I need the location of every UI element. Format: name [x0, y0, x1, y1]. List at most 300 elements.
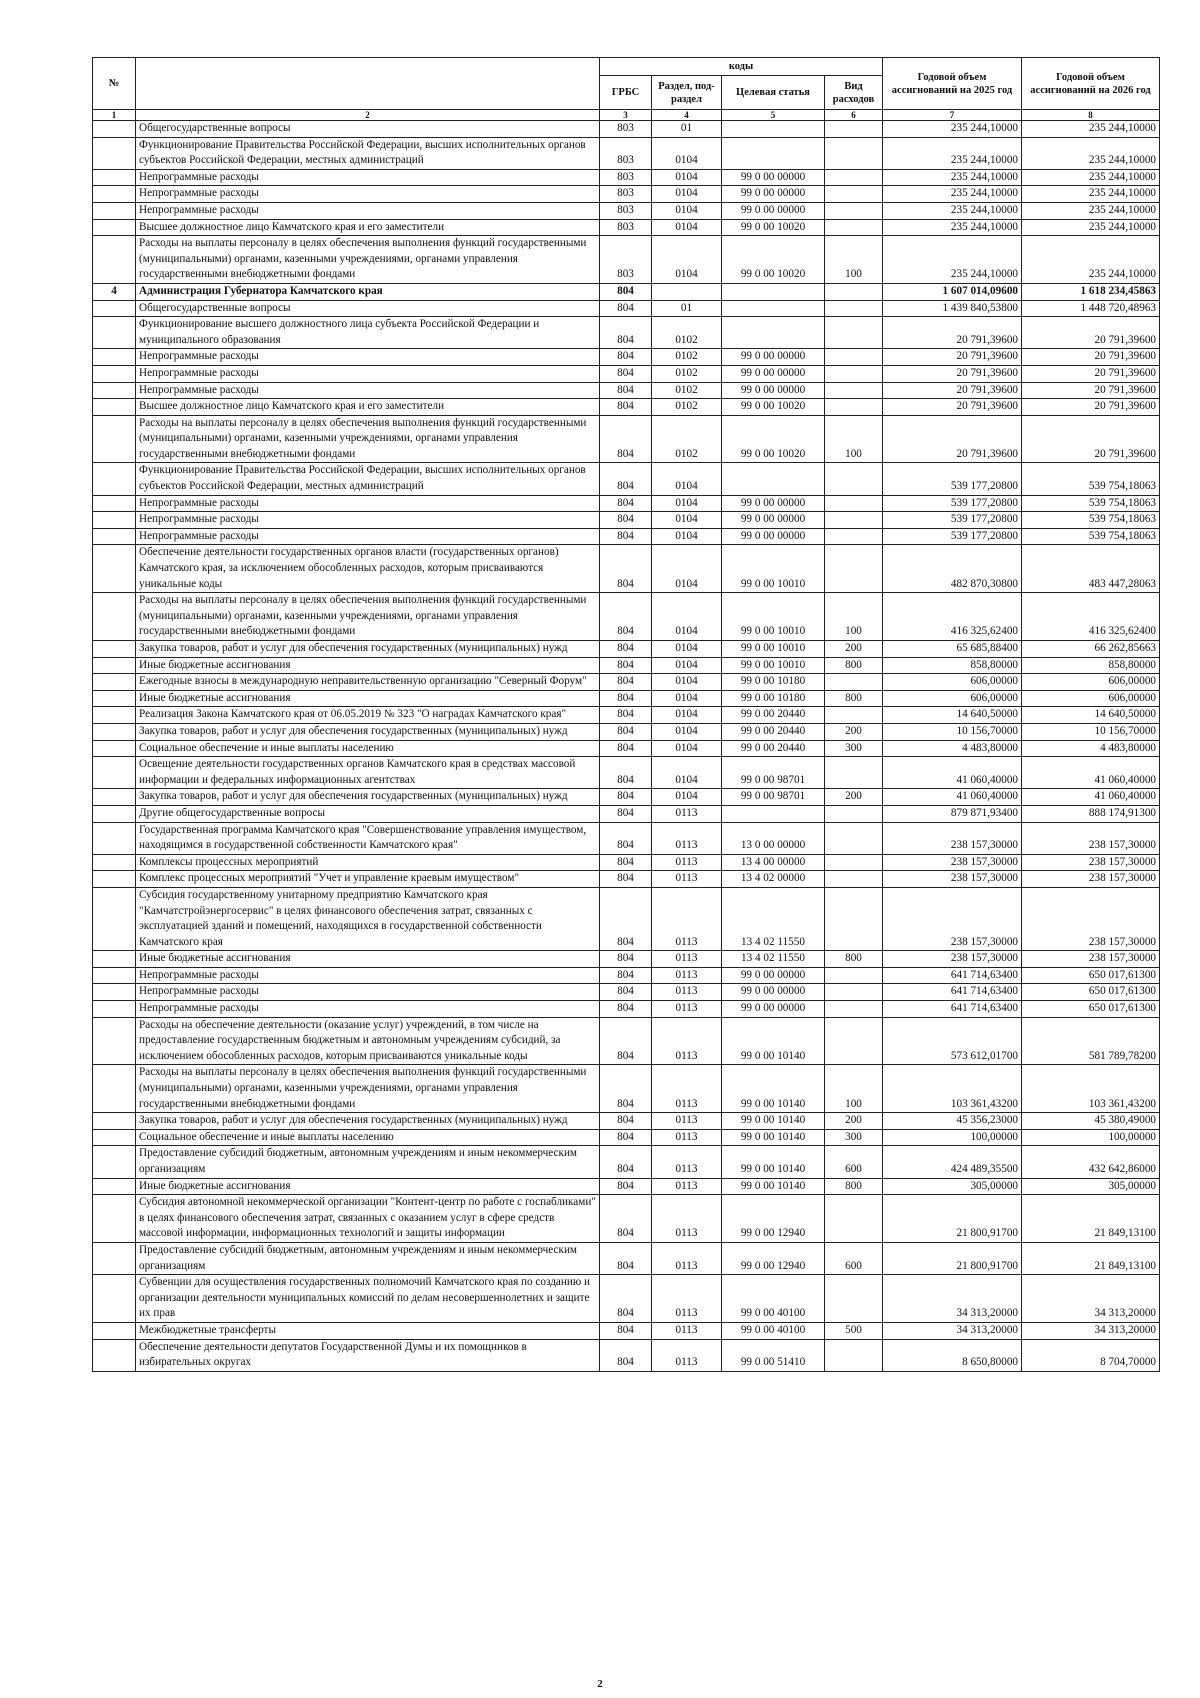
cell-grbs: 804	[600, 740, 652, 757]
cell-vid: 200	[825, 641, 883, 658]
cell-razdel: 0104	[652, 169, 722, 186]
cell-target	[722, 283, 825, 300]
cell-vid	[825, 984, 883, 1001]
cell-v2025: 641 714,63400	[883, 1001, 1022, 1018]
cell-v2026: 606,00000	[1022, 674, 1160, 691]
cell-target: 99 0 00 00000	[722, 495, 825, 512]
cell-name: Комплекс процессных мероприятий "Учет и управление краевым имуществом"	[136, 871, 600, 888]
cell-num	[93, 674, 136, 691]
cell-razdel: 0113	[652, 822, 722, 854]
cell-vid	[825, 887, 883, 950]
cell-vid	[825, 463, 883, 495]
cell-num	[93, 495, 136, 512]
table-row	[93, 887, 1160, 950]
cell-vid: 200	[825, 789, 883, 806]
cell-v2026: 539 754,18063	[1022, 512, 1160, 529]
cell-razdel: 0113	[652, 1113, 722, 1130]
cell-grbs: 804	[600, 1322, 652, 1339]
table-row	[93, 137, 1160, 169]
cell-v2026: 20 791,39600	[1022, 365, 1160, 382]
cell-v2025: 235 244,10000	[883, 219, 1022, 236]
cell-razdel: 0104	[652, 545, 722, 593]
cell-target: 13 4 02 11550	[722, 951, 825, 968]
col-number: 1	[93, 110, 136, 121]
cell-vid	[825, 137, 883, 169]
cell-grbs: 804	[600, 317, 652, 349]
cell-target: 99 0 00 40100	[722, 1275, 825, 1323]
cell-num	[93, 805, 136, 822]
cell-target: 13 4 02 11550	[722, 887, 825, 950]
table-row	[93, 1275, 1160, 1323]
cell-target: 99 0 00 10180	[722, 690, 825, 707]
cell-v2025: 235 244,10000	[883, 202, 1022, 219]
cell-v2025: 235 244,10000	[883, 236, 1022, 284]
cell-v2025: 21 800,91700	[883, 1195, 1022, 1243]
cell-grbs: 804	[600, 300, 652, 317]
cell-name: Иные бюджетные ассигнования	[136, 690, 600, 707]
cell-v2026: 8 704,70000	[1022, 1339, 1160, 1371]
cell-name: Непрограммные расходы	[136, 382, 600, 399]
cell-target	[722, 805, 825, 822]
cell-name: Общегосударственные вопросы	[136, 121, 600, 138]
cell-v2025: 1 439 840,53800	[883, 300, 1022, 317]
cell-name: Расходы на выплаты персоналу в целях обеспечения выполнения функций государственными (муниципальными) органами, казенными учреждениями, органами управления государственными внебюджетными фондами	[136, 1065, 600, 1113]
cell-grbs: 804	[600, 593, 652, 641]
table-row	[93, 512, 1160, 529]
cell-v2025: 10 156,70000	[883, 723, 1022, 740]
cell-grbs: 804	[600, 822, 652, 854]
cell-grbs: 804	[600, 1275, 652, 1323]
cell-v2026: 41 060,40000	[1022, 789, 1160, 806]
cell-num	[93, 186, 136, 203]
cell-grbs: 804	[600, 1195, 652, 1243]
cell-target: 99 0 00 10020	[722, 219, 825, 236]
cell-target: 99 0 00 20440	[722, 707, 825, 724]
cell-target	[722, 300, 825, 317]
cell-name: Закупка товаров, работ и услуг для обеспечения государственных (муниципальных) нужд	[136, 641, 600, 658]
cell-v2025: 34 313,20000	[883, 1322, 1022, 1339]
cell-name: Непрограммные расходы	[136, 984, 600, 1001]
cell-num	[93, 789, 136, 806]
cell-vid: 500	[825, 1322, 883, 1339]
cell-razdel: 0102	[652, 382, 722, 399]
cell-vid	[825, 382, 883, 399]
table-row	[93, 822, 1160, 854]
table-row	[93, 951, 1160, 968]
cell-vid	[825, 121, 883, 138]
cell-name: Социальное обеспечение и иные выплаты населению	[136, 1129, 600, 1146]
cell-v2026: 235 244,10000	[1022, 219, 1160, 236]
cell-vid	[825, 1017, 883, 1065]
header-grbs: ГРБС	[600, 76, 652, 110]
cell-grbs: 804	[600, 871, 652, 888]
cell-num	[93, 317, 136, 349]
cell-target: 99 0 00 20440	[722, 740, 825, 757]
cell-name: Непрограммные расходы	[136, 1001, 600, 1018]
cell-razdel: 0113	[652, 805, 722, 822]
table-row	[93, 984, 1160, 1001]
cell-razdel: 0113	[652, 1146, 722, 1178]
cell-grbs: 804	[600, 283, 652, 300]
cell-vid: 800	[825, 1178, 883, 1195]
cell-name: Обеспечение деятельности депутатов Государственной Думы и их помощников в избирательных округах	[136, 1339, 600, 1371]
cell-razdel: 0102	[652, 365, 722, 382]
cell-razdel: 0113	[652, 1275, 722, 1323]
cell-v2025: 482 870,30800	[883, 545, 1022, 593]
cell-v2026: 20 791,39600	[1022, 317, 1160, 349]
cell-v2025: 238 157,30000	[883, 854, 1022, 871]
cell-target: 99 0 00 00000	[722, 186, 825, 203]
cell-v2025: 573 612,01700	[883, 1017, 1022, 1065]
table-row	[93, 723, 1160, 740]
cell-v2025: 238 157,30000	[883, 871, 1022, 888]
cell-grbs: 804	[600, 1017, 652, 1065]
cell-num	[93, 300, 136, 317]
cell-target: 99 0 00 10010	[722, 545, 825, 593]
cell-name: Непрограммные расходы	[136, 495, 600, 512]
cell-v2026: 416 325,62400	[1022, 593, 1160, 641]
cell-name: Предоставление субсидий бюджетным, автономным учреждениям и иным некоммерческим организациям	[136, 1146, 600, 1178]
cell-name: Расходы на выплаты персоналу в целях обеспечения выполнения функций государственными (муниципальными) органами, казенными учреждениями, органами управления государственными внебюджетными фондами	[136, 415, 600, 463]
cell-v2026: 20 791,39600	[1022, 399, 1160, 416]
cell-razdel: 0113	[652, 887, 722, 950]
cell-grbs: 804	[600, 399, 652, 416]
cell-vid: 800	[825, 951, 883, 968]
cell-vid	[825, 1195, 883, 1243]
cell-razdel: 0104	[652, 236, 722, 284]
cell-name: Комплексы процессных мероприятий	[136, 854, 600, 871]
cell-razdel: 0102	[652, 415, 722, 463]
cell-num	[93, 723, 136, 740]
col-number: 3	[600, 110, 652, 121]
cell-razdel: 0113	[652, 967, 722, 984]
cell-v2026: 235 244,10000	[1022, 202, 1160, 219]
cell-vid: 100	[825, 1065, 883, 1113]
cell-target: 99 0 00 98701	[722, 789, 825, 806]
cell-num	[93, 545, 136, 593]
cell-name: Субсидия автономной некоммерческой организации "Контент-центр по работе с госпабликами" в целях финансового обеспечения затрат, связанных с оказанием услуг в сфере средств массовой информации, информационных технологий и защиты информации	[136, 1195, 600, 1243]
cell-v2025: 100,00000	[883, 1129, 1022, 1146]
cell-name: Предоставление субсидий бюджетным, автономным учреждениям и иным некоммерческим организациям	[136, 1242, 600, 1274]
cell-v2025: 8 650,80000	[883, 1339, 1022, 1371]
cell-grbs: 804	[600, 382, 652, 399]
cell-v2026: 21 849,13100	[1022, 1195, 1160, 1243]
cell-name: Непрограммные расходы	[136, 349, 600, 366]
cell-vid	[825, 399, 883, 416]
cell-razdel: 0113	[652, 1195, 722, 1243]
table-body	[93, 121, 1160, 1372]
cell-razdel: 0113	[652, 951, 722, 968]
cell-num	[93, 399, 136, 416]
cell-grbs: 803	[600, 236, 652, 284]
header-vol2025: Годовой объем ассигнований на 2025 год	[883, 58, 1022, 110]
table-row	[93, 382, 1160, 399]
table-row	[93, 317, 1160, 349]
cell-num	[93, 641, 136, 658]
cell-v2026: 66 262,85663	[1022, 641, 1160, 658]
cell-target: 99 0 00 00000	[722, 528, 825, 545]
cell-v2026: 650 017,61300	[1022, 967, 1160, 984]
cell-num	[93, 1242, 136, 1274]
cell-razdel: 0104	[652, 512, 722, 529]
cell-target: 99 0 00 00000	[722, 382, 825, 399]
table-row	[93, 657, 1160, 674]
cell-v2025: 103 361,43200	[883, 1065, 1022, 1113]
cell-name: Общегосударственные вопросы	[136, 300, 600, 317]
column-number-row	[93, 110, 1160, 121]
cell-razdel: 0104	[652, 495, 722, 512]
cell-grbs: 804	[600, 757, 652, 789]
cell-razdel: 0102	[652, 349, 722, 366]
cell-razdel: 0113	[652, 1001, 722, 1018]
cell-name: Иные бюджетные ассигнования	[136, 951, 600, 968]
cell-target: 99 0 00 10140	[722, 1146, 825, 1178]
cell-name: Функционирование Правительства Российской Федерации, высших исполнительных органов субъектов Российской Федерации, местных администраций	[136, 137, 600, 169]
cell-name: Иные бюджетные ассигнования	[136, 657, 600, 674]
cell-v2026: 539 754,18063	[1022, 463, 1160, 495]
cell-name: Закупка товаров, работ и услуг для обеспечения государственных (муниципальных) нужд	[136, 789, 600, 806]
cell-razdel: 0104	[652, 202, 722, 219]
cell-vid: 100	[825, 593, 883, 641]
table-row	[93, 871, 1160, 888]
cell-v2025: 41 060,40000	[883, 757, 1022, 789]
cell-vid	[825, 528, 883, 545]
cell-v2026: 483 447,28063	[1022, 545, 1160, 593]
header-razdel: Раздел, под-раздел	[652, 76, 722, 110]
cell-v2025: 606,00000	[883, 674, 1022, 691]
cell-razdel: 0113	[652, 1065, 722, 1113]
cell-razdel: 0104	[652, 137, 722, 169]
cell-v2025: 539 177,20800	[883, 463, 1022, 495]
table-row	[93, 789, 1160, 806]
cell-v2026: 650 017,61300	[1022, 1001, 1160, 1018]
table-row	[93, 121, 1160, 138]
cell-target: 99 0 00 10140	[722, 1129, 825, 1146]
cell-v2025: 539 177,20800	[883, 528, 1022, 545]
table-row	[93, 463, 1160, 495]
cell-target: 99 0 00 51410	[722, 1339, 825, 1371]
cell-v2026: 14 640,50000	[1022, 707, 1160, 724]
cell-num	[93, 169, 136, 186]
col-number: 5	[722, 110, 825, 121]
cell-v2025: 539 177,20800	[883, 512, 1022, 529]
cell-v2025: 879 871,93400	[883, 805, 1022, 822]
cell-v2026: 235 244,10000	[1022, 186, 1160, 203]
cell-v2025: 20 791,39600	[883, 382, 1022, 399]
cell-v2026: 238 157,30000	[1022, 951, 1160, 968]
cell-razdel	[652, 283, 722, 300]
cell-name: Непрограммные расходы	[136, 365, 600, 382]
table-row	[93, 757, 1160, 789]
cell-razdel: 0113	[652, 871, 722, 888]
table-row	[93, 1339, 1160, 1371]
cell-num	[93, 121, 136, 138]
cell-v2026: 305,00000	[1022, 1178, 1160, 1195]
cell-v2025: 235 244,10000	[883, 121, 1022, 138]
cell-v2026: 235 244,10000	[1022, 169, 1160, 186]
cell-v2025: 416 325,62400	[883, 593, 1022, 641]
cell-num	[93, 1113, 136, 1130]
cell-name: Межбюджетные трансферты	[136, 1322, 600, 1339]
cell-grbs: 804	[600, 528, 652, 545]
cell-razdel: 0113	[652, 1242, 722, 1274]
cell-target: 99 0 00 10140	[722, 1065, 825, 1113]
cell-grbs: 804	[600, 1242, 652, 1274]
table-row	[93, 805, 1160, 822]
cell-num	[93, 1178, 136, 1195]
cell-grbs: 804	[600, 1339, 652, 1371]
cell-target: 99 0 00 10020	[722, 415, 825, 463]
cell-name: Функционирование Правительства Российской Федерации, высших исполнительных органов субъектов Российской Федерации, местных администраций	[136, 463, 600, 495]
cell-target: 99 0 00 00000	[722, 1001, 825, 1018]
cell-target	[722, 317, 825, 349]
table-row	[93, 545, 1160, 593]
cell-target: 99 0 00 10020	[722, 236, 825, 284]
header-target: Целевая статья	[722, 76, 825, 110]
cell-vid: 300	[825, 740, 883, 757]
cell-num	[93, 512, 136, 529]
cell-vid: 100	[825, 236, 883, 284]
cell-num	[93, 219, 136, 236]
cell-razdel: 0104	[652, 757, 722, 789]
cell-grbs: 804	[600, 657, 652, 674]
cell-name: Закупка товаров, работ и услуг для обеспечения государственных (муниципальных) нужд	[136, 723, 600, 740]
cell-vid	[825, 495, 883, 512]
cell-target: 99 0 00 40100	[722, 1322, 825, 1339]
cell-num	[93, 871, 136, 888]
cell-target: 99 0 00 10020	[722, 399, 825, 416]
table-row	[93, 967, 1160, 984]
cell-num	[93, 657, 136, 674]
cell-v2025: 858,80000	[883, 657, 1022, 674]
cell-vid	[825, 512, 883, 529]
table-row	[93, 202, 1160, 219]
table-row	[93, 707, 1160, 724]
cell-num	[93, 349, 136, 366]
cell-num	[93, 528, 136, 545]
cell-name: Высшее должностное лицо Камчатского края и его заместители	[136, 219, 600, 236]
cell-num	[93, 887, 136, 950]
table-row	[93, 1001, 1160, 1018]
cell-name: Социальное обеспечение и иные выплаты населению	[136, 740, 600, 757]
cell-grbs: 804	[600, 1146, 652, 1178]
cell-name: Непрограммные расходы	[136, 186, 600, 203]
cell-num	[93, 137, 136, 169]
cell-target: 99 0 00 10010	[722, 657, 825, 674]
cell-v2026: 21 849,13100	[1022, 1242, 1160, 1274]
table-row	[93, 349, 1160, 366]
cell-target: 99 0 00 20440	[722, 723, 825, 740]
cell-grbs: 803	[600, 169, 652, 186]
cell-name: Закупка товаров, работ и услуг для обеспечения государственных (муниципальных) нужд	[136, 1113, 600, 1130]
cell-target: 13 4 00 00000	[722, 854, 825, 871]
cell-target: 99 0 00 00000	[722, 967, 825, 984]
cell-v2026: 432 642,86000	[1022, 1146, 1160, 1178]
cell-razdel: 0113	[652, 1129, 722, 1146]
cell-grbs: 804	[600, 967, 652, 984]
cell-grbs: 803	[600, 137, 652, 169]
cell-num	[93, 854, 136, 871]
header-name	[136, 58, 600, 110]
cell-num	[93, 1065, 136, 1113]
cell-num	[93, 365, 136, 382]
cell-target: 99 0 00 10010	[722, 593, 825, 641]
cell-v2026: 539 754,18063	[1022, 495, 1160, 512]
cell-num	[93, 1195, 136, 1243]
cell-target: 99 0 00 10010	[722, 641, 825, 658]
cell-v2026: 41 060,40000	[1022, 757, 1160, 789]
cell-grbs: 804	[600, 690, 652, 707]
cell-num	[93, 822, 136, 854]
table-row	[93, 1146, 1160, 1178]
cell-name: Государственная программа Камчатского края "Совершенствование управления имуществом, находящимся в государственной собственности Камчатского края"	[136, 822, 600, 854]
col-number: 2	[136, 110, 600, 121]
cell-v2026: 103 361,43200	[1022, 1065, 1160, 1113]
cell-name: Непрограммные расходы	[136, 202, 600, 219]
cell-target: 99 0 00 10140	[722, 1178, 825, 1195]
cell-vid	[825, 202, 883, 219]
cell-grbs: 804	[600, 789, 652, 806]
cell-v2026: 606,00000	[1022, 690, 1160, 707]
cell-name: Ежегодные взносы в международную неправительственную организацию "Северный Форум"	[136, 674, 600, 691]
cell-razdel: 0104	[652, 463, 722, 495]
cell-v2026: 20 791,39600	[1022, 349, 1160, 366]
cell-razdel: 0104	[652, 789, 722, 806]
cell-razdel: 0104	[652, 740, 722, 757]
cell-num	[93, 1017, 136, 1065]
cell-v2026: 34 313,20000	[1022, 1322, 1160, 1339]
cell-razdel: 0102	[652, 317, 722, 349]
cell-name: Высшее должностное лицо Камчатского края и его заместители	[136, 399, 600, 416]
cell-num	[93, 202, 136, 219]
cell-num: 4	[93, 283, 136, 300]
table-row	[93, 415, 1160, 463]
table-row	[93, 1242, 1160, 1274]
cell-razdel: 0113	[652, 984, 722, 1001]
cell-razdel: 0113	[652, 1017, 722, 1065]
cell-razdel: 0104	[652, 690, 722, 707]
cell-v2025: 424 489,35500	[883, 1146, 1022, 1178]
cell-target: 99 0 00 00000	[722, 984, 825, 1001]
cell-grbs: 804	[600, 415, 652, 463]
cell-num	[93, 1322, 136, 1339]
cell-num	[93, 1339, 136, 1371]
cell-v2026: 20 791,39600	[1022, 382, 1160, 399]
cell-vid	[825, 349, 883, 366]
cell-num	[93, 382, 136, 399]
table-row	[93, 169, 1160, 186]
cell-v2026: 858,80000	[1022, 657, 1160, 674]
cell-v2025: 235 244,10000	[883, 169, 1022, 186]
cell-name: Администрация Губернатора Камчатского края	[136, 283, 600, 300]
cell-v2026: 20 791,39600	[1022, 415, 1160, 463]
cell-name: Субсидия государственному унитарному предприятию Камчатского края "Камчатстройэнергосервис" в целях финансового обеспечения затрат, связанных с эксплуатацией зданий и помещений, находящихся в государственной собственности Камчатского края	[136, 887, 600, 950]
cell-grbs: 804	[600, 463, 652, 495]
cell-vid	[825, 169, 883, 186]
cell-v2025: 641 714,63400	[883, 984, 1022, 1001]
cell-target: 99 0 00 12940	[722, 1242, 825, 1274]
budget-table	[92, 57, 1160, 1372]
cell-target: 99 0 00 10140	[722, 1017, 825, 1065]
cell-grbs: 804	[600, 512, 652, 529]
table-row	[93, 593, 1160, 641]
cell-num	[93, 1001, 136, 1018]
table-row	[93, 1178, 1160, 1195]
cell-grbs: 803	[600, 202, 652, 219]
table-row	[93, 186, 1160, 203]
cell-name: Расходы на выплаты персоналу в целях обеспечения выполнения функций государственными (муниципальными) органами, казенными учреждениями, органами управления государственными внебюджетными фондами	[136, 236, 600, 284]
cell-num	[93, 740, 136, 757]
